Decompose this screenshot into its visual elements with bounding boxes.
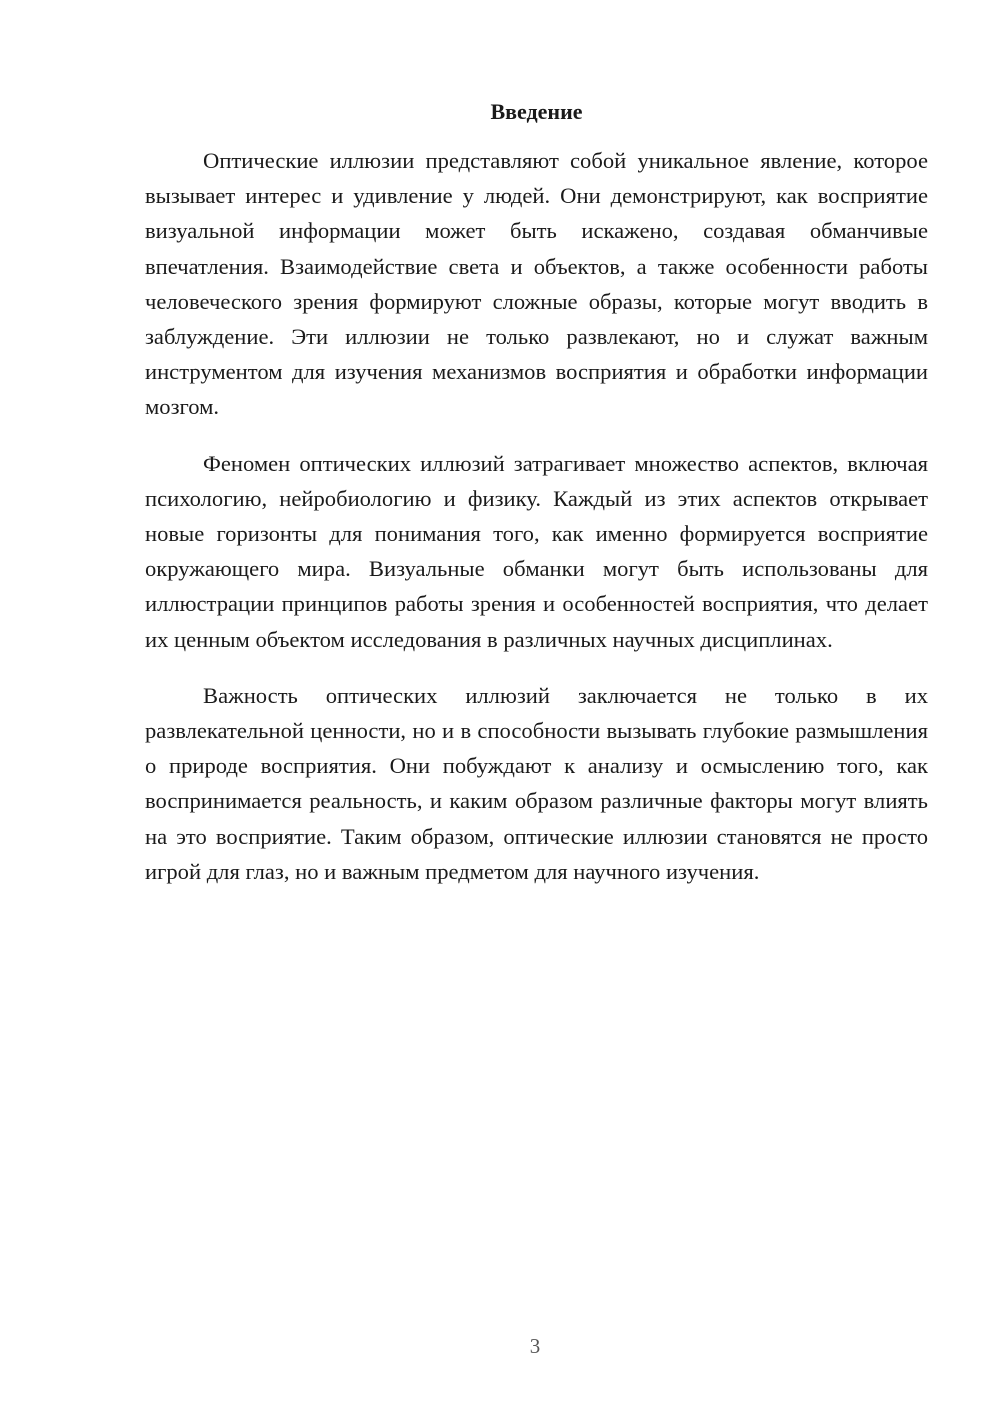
section-title: Введение xyxy=(490,99,583,124)
paragraph-3: Важность оптических иллюзий заключается не только в их развлекательной ценности, но и в способности вызывать глубокие размышления о природе восприятия. Они побуждают к анализу и осмыслению того, как воспринимается реальность, и каким образом различные факторы могут влиять на это восприятие. Таким образом, оптические иллюзии становятся не просто игрой для глаз, но и важным предметом для научного изучения. xyxy=(145,682,928,884)
body-text xyxy=(145,143,928,889)
paragraph-1: Оптические иллюзии представляют собой уникальное явление, которое вызывает интерес и удивление у людей. Они демонстрируют, как восприятие визуальной информации может быть искажено, создавая обманчивые впечатления. Взаимодействие света и объектов, а также особенности работы человеческого зрения формируют сложные образы, которые могут вводить в заблуждение. Эти иллюзии не только развлекают, но и служат важным инструментом для изучения механизмов восприятия и обработки информации мозгом. xyxy=(145,148,928,420)
page-number: 3 xyxy=(529,1334,541,1358)
paragraph-2: Феномен оптических иллюзий затрагивает множество аспектов, включая психологию, нейробиологию и физику. Каждый из этих аспектов открывает новые горизонты для понимания того, как именно формируется восприятие окружающего мира. Визуальные обманки могут быть использованы для иллюстрации принципов работы зрения и особенностей восприятия, что делает их ценным объектом исследования в различных научных дисциплинах. xyxy=(145,450,928,652)
